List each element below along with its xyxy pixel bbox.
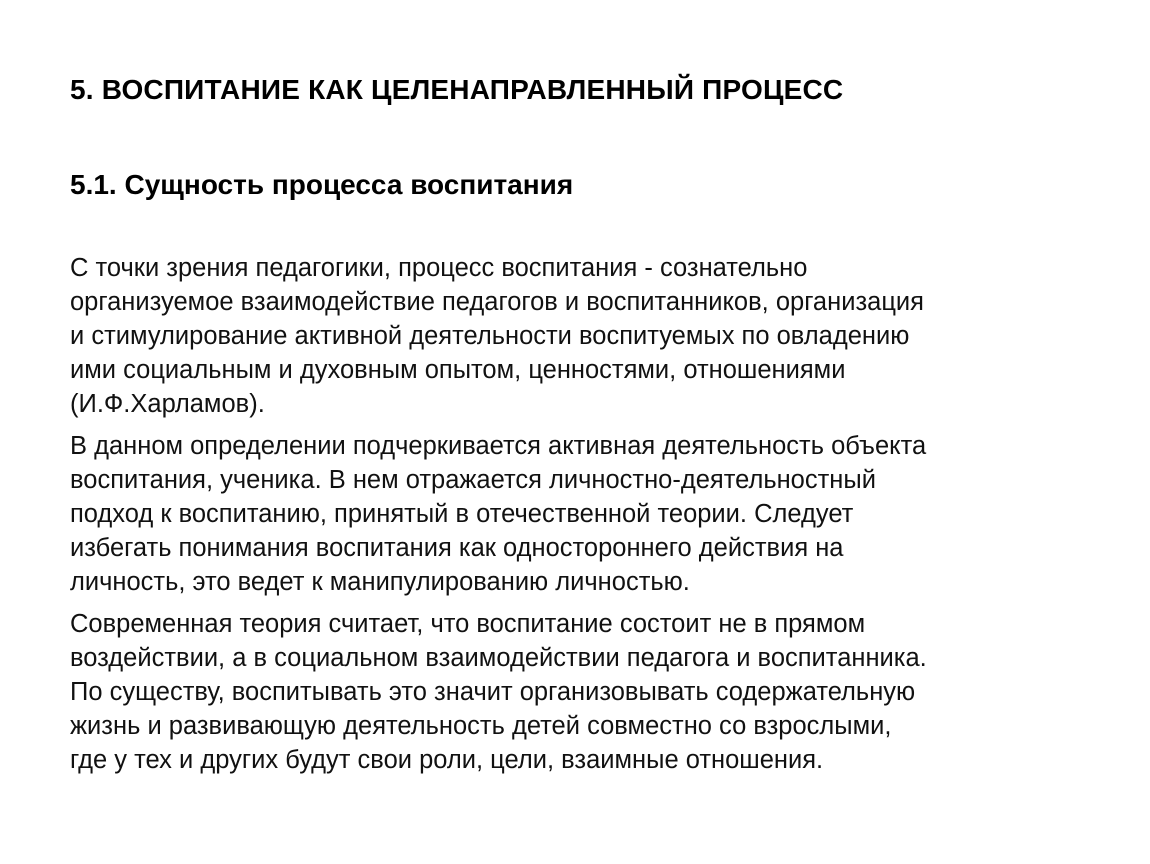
text-line: организуемое взаимодействие педагогов и воспитанников, организация [70, 288, 924, 316]
paragraph-emphasis [70, 429, 1110, 599]
text-line: В данном определении подчеркивается активная деятельность объекта [70, 432, 927, 460]
text-line: воздействии, а в социальном взаимодействии педагога и воспитанника. [70, 644, 927, 672]
text-line: подход к воспитанию, принятый в отечественной теории. Следует [70, 500, 854, 528]
text-line: ими социальным и духовным опытом, ценностями, отношениями [70, 356, 846, 384]
text-line: и стимулирование активной деятельности воспитуемых по овладению [70, 322, 910, 350]
body-text [70, 251, 1110, 785]
paragraph-modern-theory [70, 607, 1110, 777]
section-heading: 5. ВОСПИТАНИЕ КАК ЦЕЛЕНАПРАВЛЕННЫЙ ПРОЦЕСС [70, 74, 844, 105]
subsection-heading: 5.1. Сущность процесса воспитания [70, 169, 574, 200]
text-line: С точки зрения педагогики, процесс воспитания - сознательно [70, 254, 808, 282]
text-line: избегать понимания воспитания как одностороннего действия на [70, 534, 844, 562]
text-line: (И.Ф.Харламов). [70, 390, 265, 418]
text-line: По существу, воспитывать это значит организовывать содержательную [70, 678, 916, 706]
text-line: воспитания, ученика. В нем отражается личностно-деятельностный [70, 466, 876, 494]
text-line: Современная теория считает, что воспитание состоит не в прямом [70, 610, 866, 638]
text-line: личность, это ведет к манипулированию личностью. [70, 568, 690, 596]
paragraph-definition [70, 251, 1110, 421]
text-line: где у тех и других будут свои роли, цели, взаимные отношения. [70, 746, 824, 774]
text-line: жизнь и развивающую деятельность детей совместно со взрослыми, [70, 712, 892, 740]
